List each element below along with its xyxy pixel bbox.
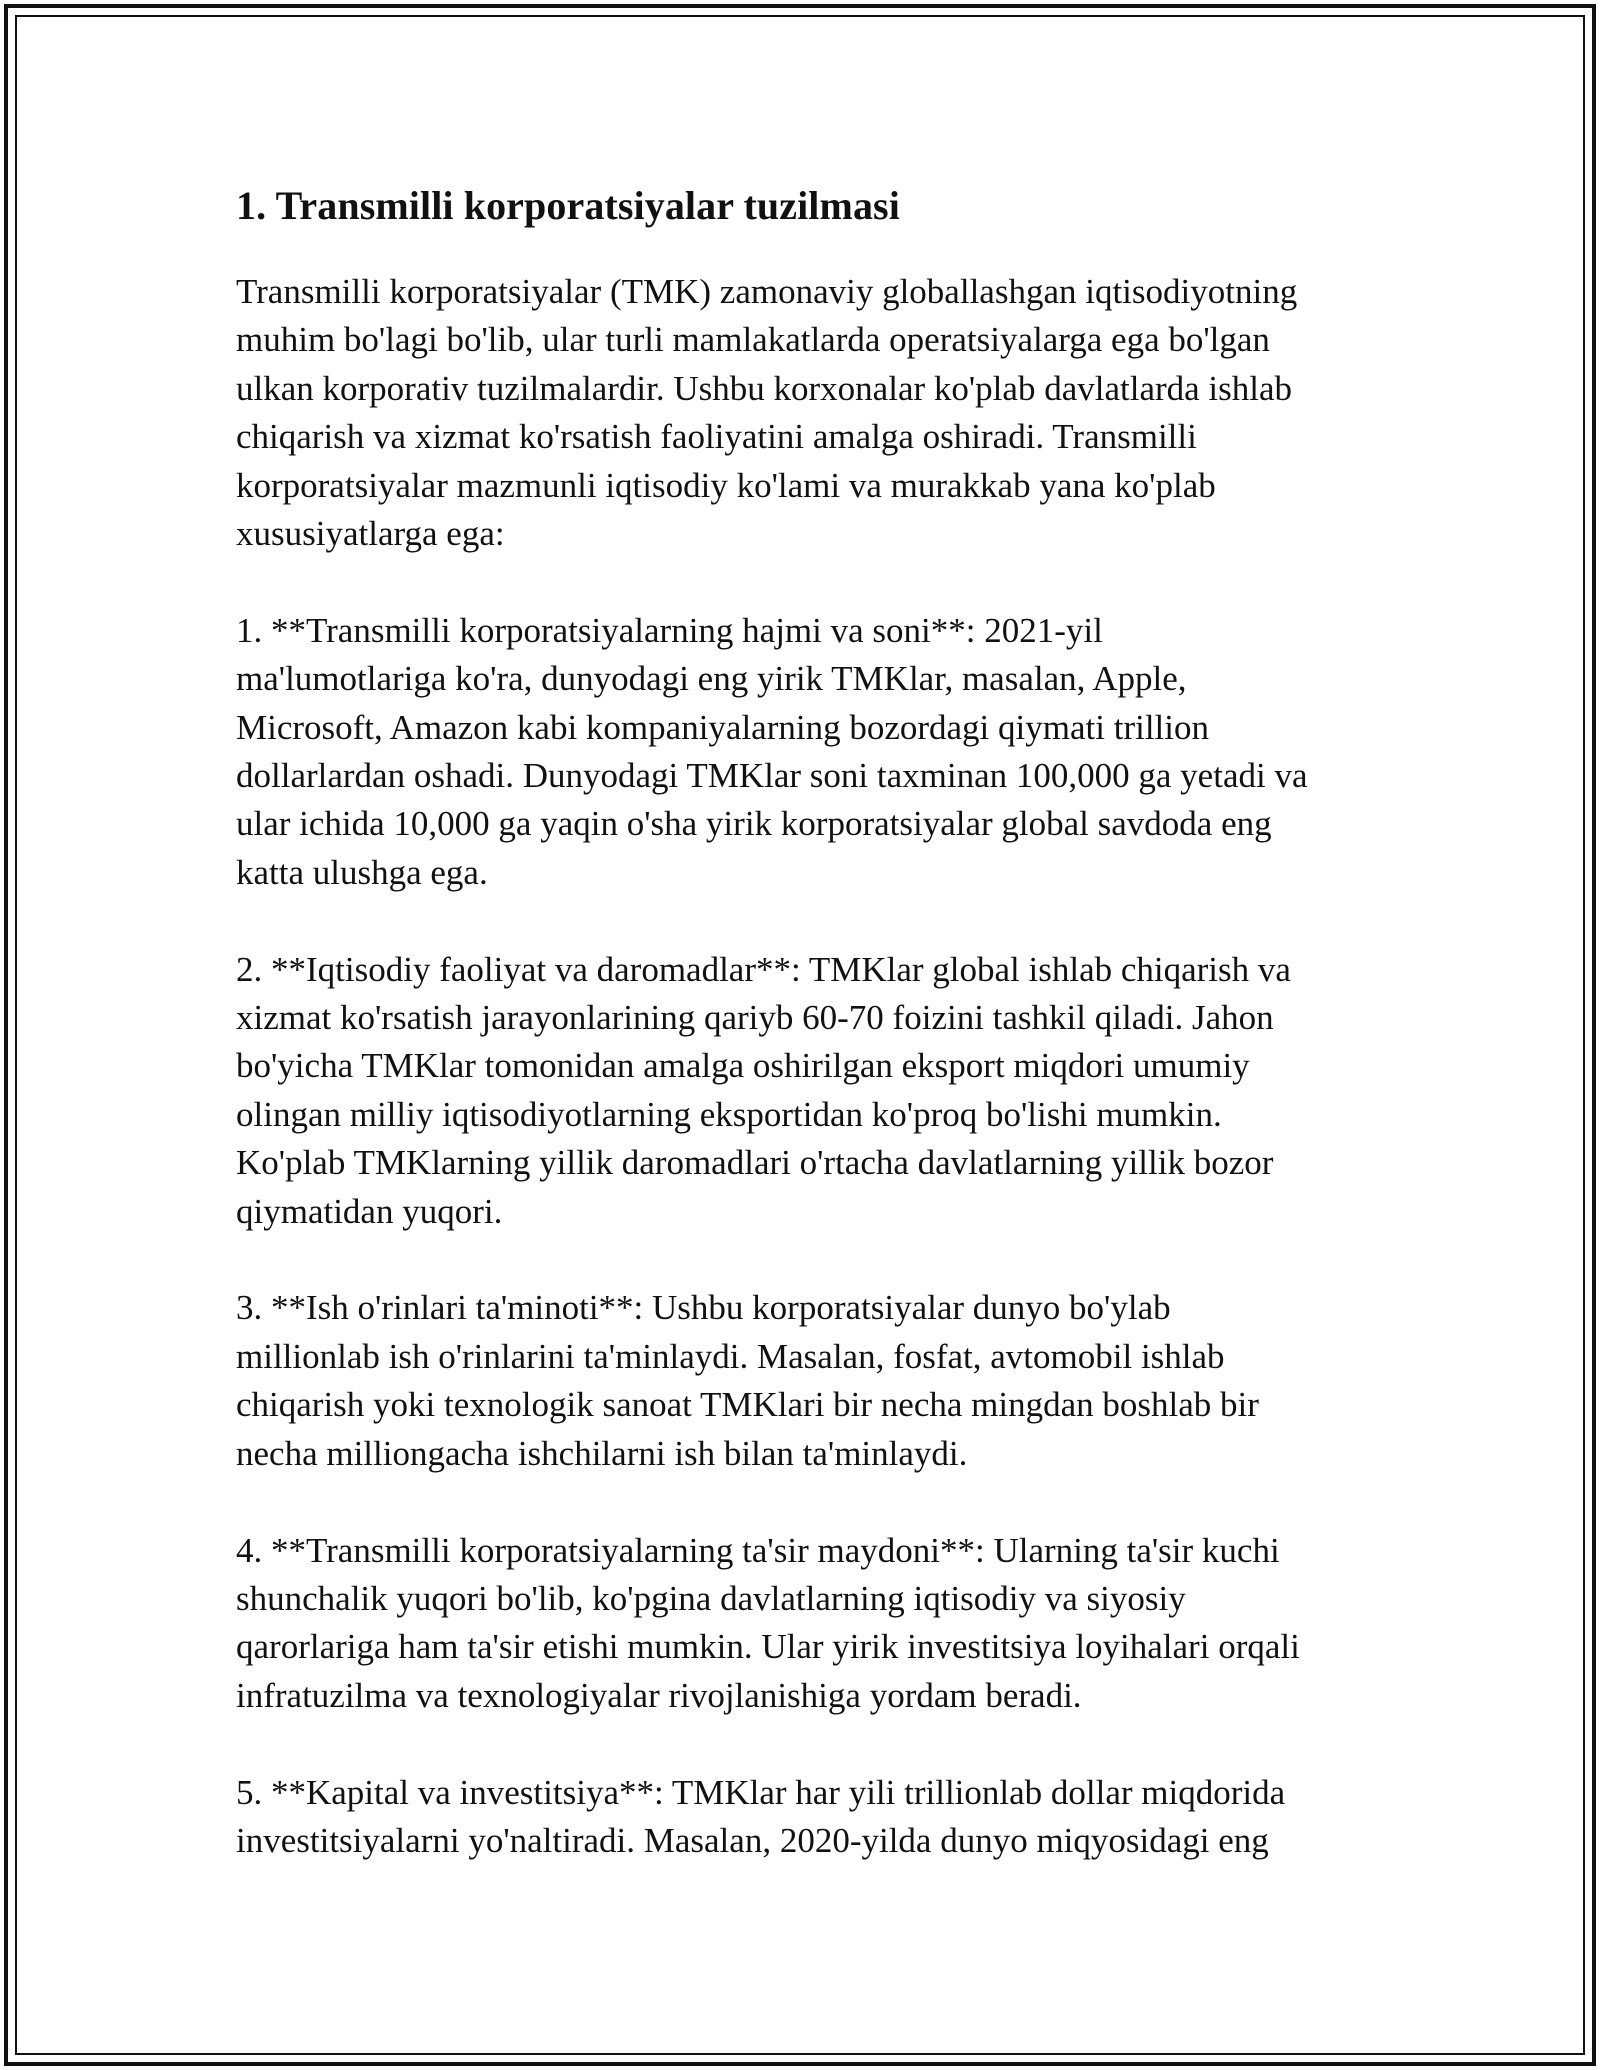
- list-item-3-paragraph: 3. **Ish o'rinlari ta'minoti**: Ushbu korporatsiyalar dunyo bo'ylab millionlab ish o'rinlarini ta'minlaydi. Masalan, fosfat, avtomobil ishlab chiqarish yoki texnologik sanoat TMKlari bir necha mingdan boshlab bir necha milliongacha ishchilarni ish bilan ta'minlaydi.: [236, 1288, 1259, 1473]
- document-body: [236, 180, 1366, 1865]
- list-item-2-paragraph: 2. **Iqtisodiy faoliyat va daromadlar**: TMKlar global ishlab chiqarish va xizmat ko'rsatish jarayonlarining qariyb 60-70 foizini tashkil qiladi. Jahon bo'yicha TMKlar tomonidan amalga oshirilgan eksport miqdori umumiy olingan milliy iqtisodiyotlarning eksportidan ko'proq bo'lishi mumkin. Ko'plab TMKlarning yillik daromadlari o'rtacha davlatlarning yillik bozor qiymatidan yuqori.: [236, 949, 1291, 1231]
- list-item-4-paragraph: 4. **Transmilli korporatsiyalarning ta'sir maydoni**: Ularning ta'sir kuchi shunchalik yuqori bo'lib, ko'pgina davlatlarning iqtisodiy va siyosiy qarorlariga ham ta'sir etishi mumkin. Ular yirik investitsiya loyihalari orqali infratuzilma va texnologiyalar rivojlanishiga yordam beradi.: [236, 1530, 1300, 1715]
- list-item-5-paragraph: 5. **Kapital va investitsiya**: TMKlar har yili trillionlab dollar miqdorida investitsiyalarni yo'naltiradi. Masalan, 2020-yilda dunyo miqyosidagi eng: [236, 1772, 1286, 1860]
- intro-paragraph: Transmilli korporatsiyalar (TMK) zamonaviy globallashgan iqtisodiyotning muhim bo'lagi bo'lib, ular turli mamlakatlarda operatsiyalarga ega bo'lgan ulkan korporativ tuzilmalardir. Ushbu korxonalar ko'plab davlatlarda ishlab chiqarish va xizmat ko'rsatish faoliyatini amalga oshiradi. Transmilli korporatsiyalar mazmunli iqtisodiy ko'lami va murakkab yana ko'plab xususiyatlarga ega:: [236, 272, 1298, 554]
- list-item-1-paragraph: 1. **Transmilli korporatsiyalarning hajmi va soni**: 2021-yil ma'lumotlariga ko'ra, dunyodagi eng yirik TMKlar, masalan, Apple, Microsoft, Amazon kabi kompaniyalarning bozordagi qiymati trillion dollarlardan oshadi. Dunyodagi TMKlar soni taxminan 100,000 ga yetadi va ular ichida 10,000 ga yaqin o'sha yirik korporatsiyalar global savdoda eng katta ulushga ega.: [236, 610, 1308, 892]
- document-title: 1. Transmilli korporatsiyalar tuzilmasi: [236, 183, 900, 228]
